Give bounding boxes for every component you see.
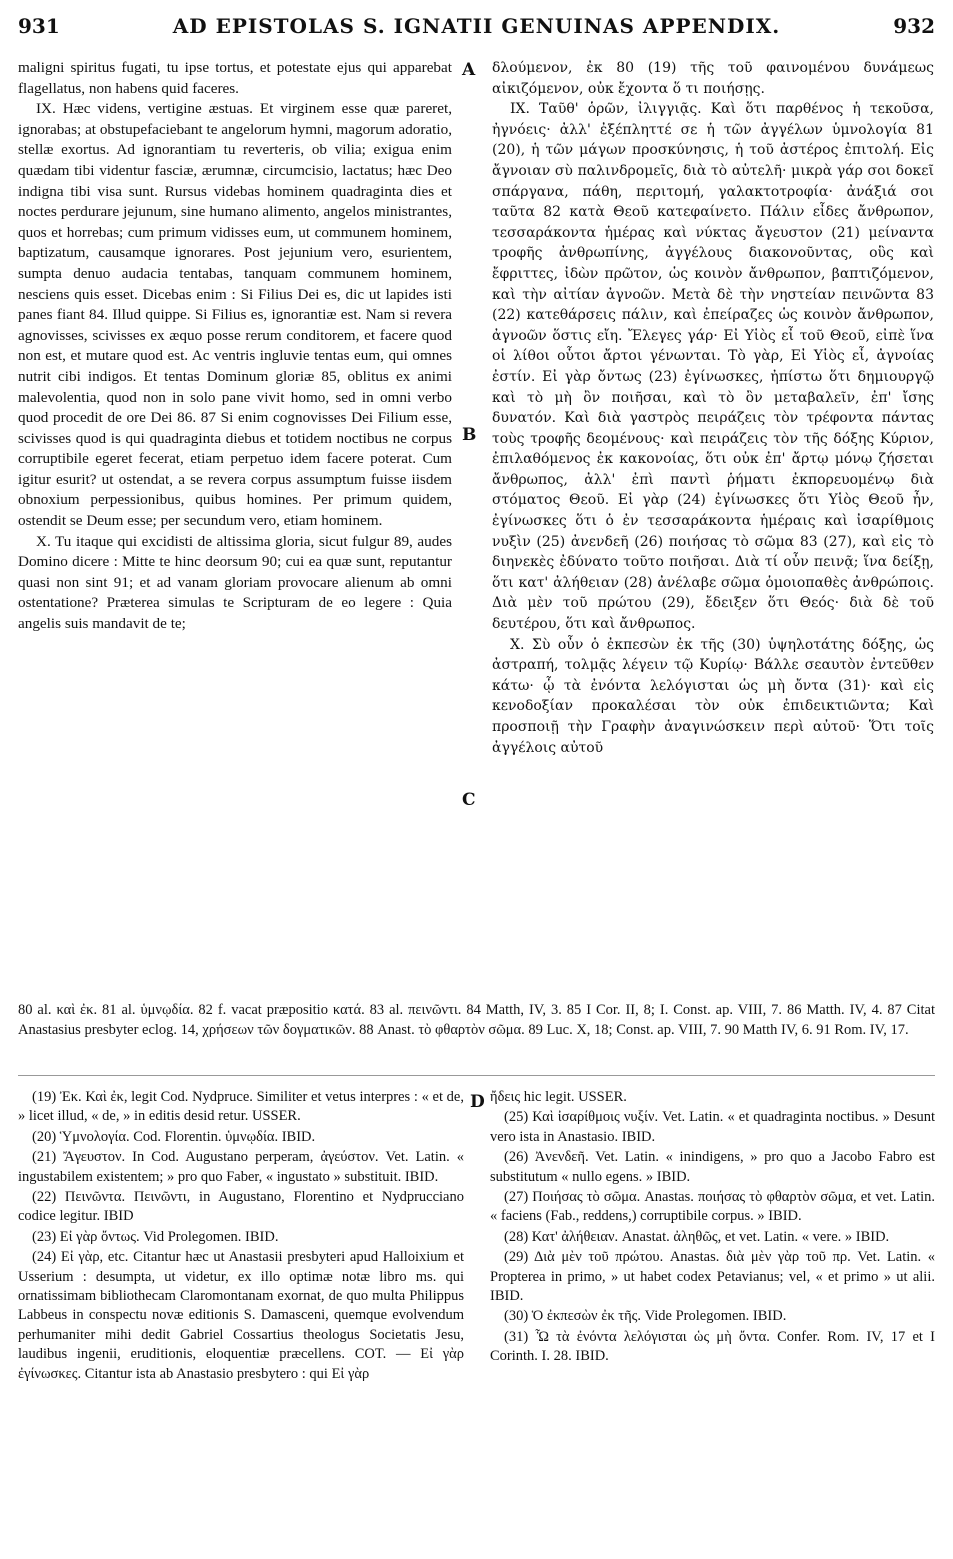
footnote: (20) Ὑμνολογία. Cod. Florentin. ὑμνῳδία. IBID. — [32, 1128, 316, 1145]
footnote: (19) Ἐκ. Καὶ ἐκ, legit Cod. Nydpruce. Similiter et vetus interpres : « et de, » licet illud, « de, » in editis desid retur. USSER. — [18, 1089, 464, 1125]
greek-column — [492, 58, 934, 758]
greek-paragraph: IX. Ταῦθ' ὁρῶν, ἰλιγγιᾷς. Καὶ ὅτι παρθένος ἡ τεκοῦσα, ἠγνόεις· ἀλλ' ἐξέπληττέ σε ἡ τῶν ἀγγέλων ὑμνολογία 81 (20), ἡ τῶν μάγων προσκύνησις, ἡ τοῦ ἀστέρος ἐπιτολή. Εἰς ἄγνοιαν σὺ παλινδρομεῖς, διὰ τὸ αὐτελῆ· μικρὰ γάρ σοι δοκεῖ σπάργανα, πάθη, περιτομή, γαλακτοτροφία· ἀνάξιά σοι ταῦτα 82 κατὰ Θεοῦ κατεφαίνετο. Πάλιν εἶδες ἄνθρωπον, τεσσαράκοντα ἡμέρας καὶ νύκτας ἄγευστον (21) μείναντα τροφῆς ἀνθρωπίνης, ἀγγέλους διακονοῦντας, οὓς καὶ ἔφριττες, ἰδὼν πρῶτον, ὡς κοινὸν ἄνθρωπον, βαπτιζόμενον, καὶ τὴν αἰτίαν ἀγνοῶν. Μετὰ δὲ τὴν νηστείαν πεινῶντα 83 (22) κατεθάρσεις πάλιν, καὶ ἐπείραζες ὡς κοινὸν ἄνθρωπον, ἀγνοῶν ὅστις εἴη. Ἔλεγες γάρ· Εἰ Υἱὸς εἶ τοῦ Θεοῦ, εἰπὲ ἵνα οἱ λίθοι οὗτοι ἄρτοι γένωνται. Τὸ γὰρ, Εἰ Υἱὸς εἶ, ἀγνοίας ἐστίν. Εἰ γὰρ ὄντως (23) ἐγίνωσκες, ἠπίστω ὅτι δημιουργῷ καὶ τὸ μὴ ὂν ποιῆσαι, καὶ τὸ ὂν μεταβαλεῖν, ἐπ' ἴσης δυνατόν. Καὶ διὰ γαστρὸς πειράζεις τὸν τρέφοντα πάντας τοὺς τροφῆς δεομένους· καὶ πειράζεις τὸν τῆς δόξης Κύριον, ἐπιλαθόμενος ἐκ κακονοίας, ὅτι οὐκ ἐπ' ἄρτῳ μόνῳ ζήσεται ἄνθρωπος, ἀλλ' ἐπὶ παντὶ ῥήματι ἐκπορευομένῳ διὰ στόματος Θεοῦ. Εἰ γὰρ (24) ἐγίνωσκες ὅτι Υἱὸς Θεοῦ ἦν, ἐγίνωσκες ὅτι ὁ ἐν τεσσαράκοντα ἡμέραις καὶ ἰσαρίθμοις νυξὶν (25) ἀνενδεῆ (26) ποιήσας τὸ σῶμα 83 (27), καὶ εἰς τὸ διηνεκὲς ἐδύνατο τοῦτο ποιῆσαι. Διὰ τί οὖν πεινᾷ; ἵνα δείξῃ, ὅτι κατ' ἀλήθειαν (28) ἀνέλαβε σῶμα ὁμοιοπαθὲς ἀνθρώποις. Διὰ μὲν τοῦ πρώτου (29), ἔδειξεν ὅτι Θεός· διὰ δὲ τοῦ δευτέρου, ὅτι καὶ ἄνθρωπος. — [492, 101, 934, 633]
section-marker-c: C — [462, 790, 476, 810]
footnote: (30) Ὁ ἐκπεσὼν ἐκ τῆς. Vide Prolegomen. IBID. — [504, 1308, 787, 1325]
section-marker-d: D — [470, 1092, 485, 1112]
footnote: (28) Κατ' ἀλήθειαν. Anastat. ἀληθῶς, et vet. Latin. « vere. » IBID. — [504, 1228, 890, 1245]
footnote: (26) Ἀνενδεῆ. Vet. Latin. « inindigens, » pro quo a Jacobo Fabro est substitutum « nullo egens. » IBID. — [490, 1149, 935, 1185]
footnote: (24) Εἰ γὰρ, etc. Citantur hæc ut Anastasii presbyteri apud Halloixium et Usserium : desumpta, ut videtur, ex illo optimæ notæ libro ms. qui ornatissimam bibliothecam Claromontanam exornat, de quo multa Philippus Labbeus in conspectu novæ editionis S. Damasceni, quemque evolvendum perhumaniter mihi dedit Gabriel Cossartius theologus Societatis Jesu, laudibus ingenii, eruditionis, eloquentiæ præcellens. COT. — Εἰ γὰρ ἐγίνωσκες. Citantur ista ab Anastasio presbytero : qui Εἰ γὰρ — [18, 1249, 464, 1382]
footnote: (22) Πεινῶντα. Πεινῶντι, in Augustano, Florentino et Nydprucciano codice legitur. IBID — [18, 1189, 464, 1225]
section-marker-b: B — [462, 425, 477, 445]
greek-paragraph: X. Σὺ οὖν ὁ ἐκπεσὼν ἐκ τῆς (30) ὑψηλοτάτης δόξης, ὡς ἀστραπή, τολμᾷς λέγειν τῷ Κυρίῳ· Βάλλε σεαυτὸν ἐντεῦθεν κάτω· ᾧ τὰ ἐνόντα λελόγισται ὡς μὴ ὄντα (31)· καὶ εἰς κενοδοξίαν προκαλέσαι τὸν οὐκ ἐπιδεικτιῶντα; Καὶ προσποιῇ τὴν Γραφὴν ἀναγινώσκειν περὶ αὐτοῦ· Ὅτι τοῖς ἀγγέλοις αὐτοῦ — [492, 636, 934, 756]
page-header — [18, 14, 935, 44]
footnote: ἤδεις hic legit. USSER. — [490, 1089, 627, 1105]
latin-paragraph: maligni spiritus fugati, tu ipse tortus, et potestate ejus qui apparebat flagellatus, non habens quid faceres. — [18, 59, 452, 97]
footnote: (23) Εἰ γὰρ ὄντως. Vid Prolegomen. IBID. — [32, 1228, 279, 1245]
footnote: (25) Καὶ ἰσαρίθμοις νυξίν. Vet. Latin. « et quadraginta noctibus. » Desunt vero ista in Anastasio. IBID. — [490, 1109, 935, 1145]
page-number-left: 931 — [18, 14, 60, 38]
footnote: (29) Διὰ μὲν τοῦ πρώτου. Anastas. διὰ μὲν γὰρ τοῦ πρ. Vet. Latin. « Propterea in primo, » ut habet codex Petavianus; vel, « et primo » ut alii. IBID. — [490, 1249, 935, 1305]
section-marker-a: A — [462, 60, 476, 80]
footnotes-right — [490, 1088, 935, 1368]
latin-paragraph: X. Tu itaque qui excidisti de altissima gloria, sicut fulgur 89, audes Domino dicere : Mitte te hinc deorsum 90; cui ea quæ sunt, reputantur quasi non sint 91; et ad vanam gloriam provocare alienum ab omni ostentatione? Præterea simulas te Scripturam de eo legere : Quia angelis suis mandavit de te; — [18, 532, 452, 633]
footnote: (31) Ὧ τὰ ἐνόντα λελόγισται ὡς μὴ ὄντα. Confer. Rom. IV, 17 et I Corinth. I. 28. IBID. — [490, 1328, 935, 1365]
footnotes-left — [18, 1088, 464, 1385]
running-title: AD EPISTOLAS S. IGNATII GENUINAS APPENDIX. — [172, 14, 781, 38]
footnote: (27) Ποιήσας τὸ σῶμα. Anastas. ποιήσας τὸ φθαρτὸν σῶμα, et vet. Latin. « faciens (Fab., reddens,) corruptibile corpus. » IBID. — [490, 1189, 935, 1225]
scripture-references: 80 al. καὶ ἐκ. 81 al. ὑμνῳδία. 82 f. vacat præpositio κατά. 83 al. πεινῶντι. 84 Matth, IV, 3. 85 I Cor. II, 8; I. Const. ap. VIII, 7. 86 Matth. IV, 4. 87 Citat Anastasius presbyter eclog. 14, χρήσεων τῶν δογματικῶν. 88 Anast. τὸ φθαρτὸν σῶμα. 89 Luc. X, 18; Const. ap. VIII, 7. 90 Matth IV, 6. 91 Rom. IV, 17. — [18, 1002, 935, 1038]
page-number-right: 932 — [893, 14, 935, 38]
latin-paragraph: IX. Hæc videns, vertigine æstuas. Et virginem esse quæ pareret, ignorabas; at obstupefaciebant te angelorum hymni, magorum adoratio, stellæ exortus. Ad ignorantiam tu reverteris, ob vilia; exigua enim quædam tibi videntur fasciæ, ærumnæ, circumcisio, lactatus; hæc Deo indigna tibi visa sunt. Rursus videbas hominem quadraginta dies et noctes perdurare jejunum, sine humano alimento, angelos ministrantes, quos et horrebas; cum primum vidisses eum, ut communem hominem, baptizatum, causamque ignorares. Post jejunium vero, esurientem, sumpta denuo audacia tentabas, tanquam communem hominem, nesciens quis esset. Dicebas enim : Si Filius Dei es, dic ut lapides isti panes fiant 84. Illud quippe. Si Filius es, ignorantiæ est. Nam si revera agnovisses, scivisses ex æquo posse rerum conditorem, et facere quod non est, et mutare quod est. Ac ventris ingluvie tentas eum, qui omnes nutrit cibi indigos. Et tentas Dominum gloriæ 85, oblitus ex animi malevolentia, quod non in solo pane vivit homo, sed in omni verbo quod procedit de ore Dei 86. 87 Si enim cognovisses Dei Filium esse, scivisses quod is qui quadraginta diebus et totidem noctibus ne corpus corruptibile egeret fecerat, etiam perpetuo idem facere poterat. Cum igitur esurit? ut ostendat, a se revera corpus assumptum fuisse iisdem obnoxium perpessionibus, quibus homines. Per primum quidem, ostendit se Deum esse; per secundum vero, etiam hominem. — [18, 100, 452, 530]
footnote: (21) Ἄγευστον. In Cod. Augustano perperam, ἀγεύστον. Vet. Latin. « ingustabilem existentem; » pro quo Faber, « ingustato » substituit. IBID. — [18, 1149, 464, 1185]
footnote-divider — [18, 1075, 935, 1076]
latin-column — [18, 58, 452, 635]
greek-paragraph: δλούμενον, ἐκ 80 (19) τῆς τοῦ φαινομένου δυνάμεως αἰκιζόμενον, οὐκ ἔχοντα ὅ τι ποιήσῃς. — [492, 60, 934, 97]
